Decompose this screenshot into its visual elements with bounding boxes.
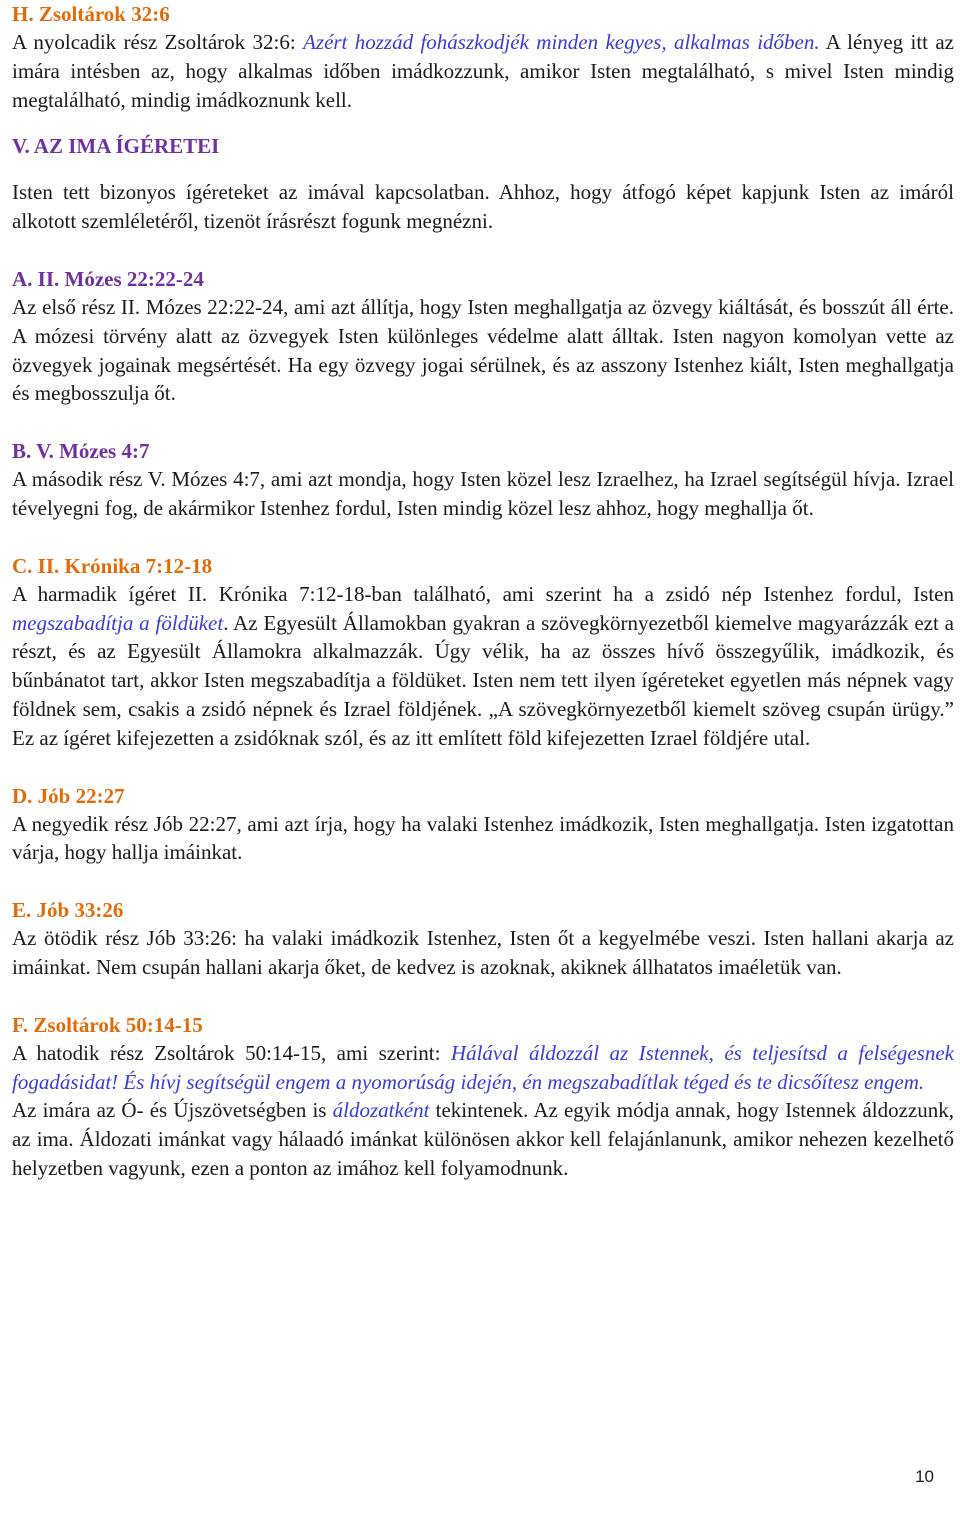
section-heading-a: A. II. Mózes 22:22-24 bbox=[12, 266, 204, 291]
section-heading-c: C. II. Krónika 7:12-18 bbox=[12, 553, 213, 578]
section-c bbox=[12, 552, 954, 753]
section-heading-e: E. Jób 33:26 bbox=[12, 898, 124, 923]
section-d bbox=[12, 782, 954, 868]
section-a bbox=[12, 265, 954, 408]
section-f-text-a: A hatodik rész Zsoltárok 50:14-15, ami szerint: bbox=[12, 1040, 451, 1065]
section-h-paragraph bbox=[12, 28, 954, 114]
chapter-heading-v: V. AZ IMA ÍGÉRETEI bbox=[12, 134, 220, 159]
document-page bbox=[12, 0, 954, 1183]
section-a-paragraph: Az első rész II. Mózes 22:22-24, ami azt állítja, hogy Isten meghallgatja az özvegy kiáltását, és bosszút áll érte. A mózesi törvény alatt az özvegyek Isten különleges védelme alatt álltak. Isten nagyon komolyan vette az özvegyek jogainak megsértését. Ha egy özvegy jogai sérülnek, és az asszony Istenhez kiált, Isten meghallgatja és megbosszulja őt. bbox=[12, 294, 954, 406]
section-heading-d: D. Jób 22:27 bbox=[12, 783, 125, 808]
section-b bbox=[12, 437, 954, 523]
section-f-text-c: tekintenek. Az egyik módja annak, hogy Istennek áldozzunk, az ima. Áldozati imánkat vagy hálaadó imánkat különösen akkor kell felajánlanunk, amikor nehezen kezelhető helyzetben vagyunk, ezen a ponton az imához kell folyamodnunk. bbox=[12, 1098, 954, 1180]
section-e bbox=[12, 896, 954, 982]
section-c-text-b: . Az Egyesült Államokban gyakran a szövegkörnyezetből kiemelve magyarázzák ezt a részt, és az Egyesült Államokra alkalmazzák. Úgy vélik, ha az összes hívő összegyűlik, imádkozik, és bűnbánatot tart, akkor Isten megszabadítja a földüket. Isten nem tett ilyen ígéreteket egyetlen más népnek vagy földnek sem, csakis a zsidó népnek és Izrael földjének. „A szövegkörnyezetből kiemelt szöveg csupán ürügy.” Ez az ígéret kifejezetten a zsidóknak szól, és az itt említett föld kifejezetten Izrael földjére utal. bbox=[12, 610, 954, 750]
section-h-quote: Azért hozzád fohászkodjék minden kegyes, alkalmas időben. bbox=[303, 30, 820, 54]
section-c-paragraph bbox=[12, 580, 954, 753]
section-e-paragraph: Az ötödik rész Jób 33:26: ha valaki imádkozik Istenhez, Isten őt a kegyelmébe veszi. Isten hallani akarja az imáinkat. Nem csupán hallani akarja őket, de kedvez is azoknak, akiknek állhatatos imaéletük van. bbox=[12, 926, 954, 979]
section-d-paragraph: A negyedik rész Jób 22:27, ami azt írja, hogy ha valaki Istenhez imádkozik, Isten meghallgatja. Isten izgatottan várja, hogy hallja imáinkat. bbox=[12, 811, 954, 865]
section-c-quote: megszabadítja a földüket bbox=[12, 610, 224, 635]
section-f-quote-2: áldozatként bbox=[332, 1098, 430, 1123]
section-f bbox=[12, 1011, 954, 1183]
page-number: 10 bbox=[915, 1467, 934, 1486]
section-f-paragraph-2 bbox=[12, 1096, 954, 1182]
section-f-quote: Hálával áldozzál az Istennek, és teljesítsd a felségesnek fogadásidat! És hívj segítségül engem a nyomorúság idején, én megszabadítlak téged és te dicsőítesz engem. bbox=[12, 1040, 954, 1094]
section-heading-h: H. Zsoltárok 32:6 bbox=[12, 2, 170, 26]
section-h-text-a: A nyolcadik rész Zsoltárok 32:6: bbox=[12, 30, 304, 54]
section-f-text-b: Az imára az Ó- és Újszövetségben is bbox=[12, 1098, 333, 1123]
section-f-paragraph-1 bbox=[12, 1039, 954, 1097]
section-b-paragraph: A második rész V. Mózes 4:7, ami azt mondja, hogy Isten közel lesz Izraelhez, ha Izrael segítségül hívja. Izrael tévelyegni fog, de akármikor Istenhez fordul, Isten mindig közel lesz ahhoz, hogy meghallja őt. bbox=[12, 467, 954, 520]
section-heading-b: B. V. Mózes 4:7 bbox=[12, 439, 150, 464]
chapter-v-intro: Isten tett bizonyos ígéreteket az imával kapcsolatban. Ahhoz, hogy átfogó képet kapjunk Isten az imáról alkotott szemléletéről, tizenöt írásrészt fogunk megnézni. bbox=[12, 180, 954, 234]
section-h-text-b: A lényeg itt az imára intésben az, hogy alkalmas időben imádkozzunk, amikor Isten megtalálható, s mivel Isten mindig megtalálható, mindig imádkoznunk kell. bbox=[12, 30, 954, 112]
section-heading-f: F. Zsoltárok 50:14-15 bbox=[12, 1012, 203, 1037]
section-c-text-a: A harmadik ígéret II. Krónika 7:12-18-ban található, ami szerint ha a zsidó nép Istenhez fordul, Isten bbox=[12, 581, 954, 606]
